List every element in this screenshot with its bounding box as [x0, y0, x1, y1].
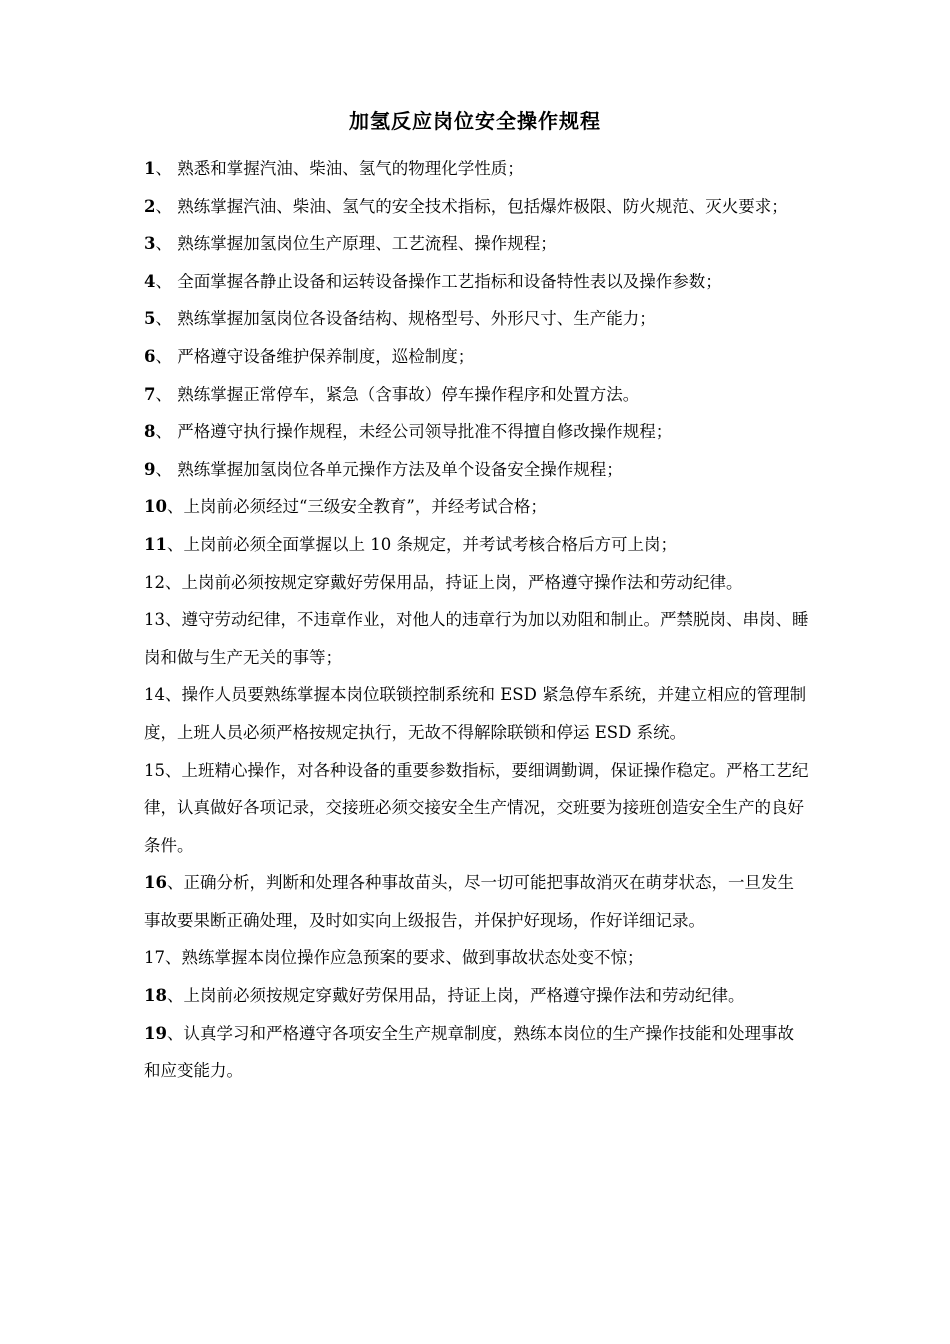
- rule-text: 熟练掌握加氢岗位各单元操作方法及单个设备安全操作规程；: [177, 459, 623, 479]
- rule-item: [144, 676, 810, 751]
- rule-text: 熟练掌握加氢岗位生产原理、工艺流程、操作规程；: [177, 234, 557, 254]
- rule-separator: 、: [155, 159, 178, 178]
- rule-separator: 、: [165, 760, 182, 780]
- rule-number: 15: [144, 760, 165, 780]
- rule-item: [144, 601, 810, 676]
- rule-item: [144, 977, 810, 1015]
- rule-separator: 、: [165, 685, 182, 705]
- rule-text: 全面掌握各静止设备和运转设备操作工艺指标和设备特性表以及操作参数；: [177, 271, 722, 291]
- rule-separator: 、: [166, 873, 184, 893]
- rule-text: 上班精心操作，对各种设备的重要参数指标，要细调勤调，保证操作稳定。严格工艺纪律，认真做好各项记录，交接班必须交接安全生产情况，交班要为接班创造安全生产的良好条件。: [144, 760, 809, 855]
- rule-item: [144, 451, 810, 489]
- rule-separator: 、: [155, 196, 178, 216]
- rule-text: 熟练掌握加氢岗位各设备结构、规格型号、外形尺寸、生产能力；: [177, 309, 656, 329]
- rule-number: 3: [144, 234, 156, 254]
- rule-item: [144, 752, 810, 865]
- rule-number: 4: [144, 271, 156, 291]
- rule-item: [144, 564, 810, 602]
- rule-number: 17: [144, 948, 165, 968]
- rule-separator: 、: [155, 346, 178, 366]
- rule-separator: 、: [165, 610, 182, 630]
- rule-text: 熟练掌握本岗位操作应急预案的要求、做到事故状态处变不惊；: [181, 948, 644, 968]
- rule-separator: 、: [166, 1023, 184, 1043]
- rule-text: 上岗前必须全面掌握以上 10 条规定，并考试考核合格后方可上岗；: [183, 534, 677, 554]
- rule-text: 遵守劳动纪律，不违章作业，对他人的违章行为加以劝阻和制止。严禁脱岗、串岗、睡岗和做与生产无关的事等；: [144, 610, 809, 667]
- rule-item: [144, 488, 810, 526]
- rule-item: [144, 864, 810, 939]
- rule-text: 上岗前必须按规定穿戴好劳保用品，持证上岗，严格遵守操作法和劳动纪律。: [183, 986, 745, 1006]
- rule-item: [144, 263, 810, 301]
- rule-number: 16: [144, 873, 167, 893]
- rule-number: 5: [144, 309, 156, 329]
- rule-text: 熟悉和掌握汽油、柴油、氢气的物理化学性质；: [177, 159, 524, 178]
- rule-separator: 、: [155, 384, 178, 404]
- rule-number: 6: [144, 346, 156, 366]
- rule-item: [144, 188, 810, 226]
- rule-item: [144, 338, 810, 376]
- page-title: 加氢反应岗位安全操作规程: [349, 109, 601, 133]
- rule-separator: 、: [166, 534, 184, 554]
- rule-number: 2: [144, 196, 156, 216]
- rule-item: [144, 300, 810, 338]
- rule-item: [144, 376, 810, 414]
- rule-text: 正确分析，判断和处理各种事故苗头，尽一切可能把事故消灭在萌芽状态，一旦发生事故要果断正确处理，及时如实向上级报告，并保护好现场，作好详细记录。: [144, 873, 794, 930]
- rule-number: 7: [144, 384, 156, 404]
- rule-item: [144, 225, 810, 263]
- rule-text: 熟练掌握正常停车，紧急（含事故）停车操作程序和处置方法。: [177, 384, 640, 404]
- rule-separator: 、: [166, 497, 184, 517]
- rule-separator: 、: [155, 422, 178, 442]
- rule-number: 8: [144, 422, 156, 442]
- rule-number: 19: [144, 1023, 167, 1043]
- rule-number: 9: [144, 459, 156, 479]
- rule-separator: 、: [155, 459, 178, 479]
- rule-text: 认真学习和严格遵守各项安全生产规章制度，熟练本岗位的生产操作技能和处理事故和应变能力。: [144, 1023, 794, 1081]
- rule-text: 严格遵守设备维护保养制度，巡检制度；: [177, 346, 475, 366]
- rule-text: 严格遵守执行操作规程，未经公司领导批准不得擅自修改操作规程；: [177, 422, 673, 442]
- rule-number: 12: [144, 572, 165, 592]
- rule-item: [144, 150, 810, 188]
- rule-number: 18: [144, 986, 167, 1006]
- rule-number: 11: [144, 534, 167, 554]
- rule-separator: 、: [155, 234, 178, 254]
- rule-number: 1: [144, 159, 156, 178]
- rule-number: 14: [144, 685, 165, 705]
- rules-list: [144, 150, 810, 1090]
- rule-item: [144, 526, 810, 564]
- rule-separator: 、: [165, 572, 182, 592]
- rule-item: [144, 413, 810, 451]
- rule-number: 10: [144, 497, 167, 517]
- rule-text: 操作人员要熟练掌握本岗位联锁控制系统和 ESD 紧急停车系统，并建立相应的管理制度，上班人员必须严格按规定执行，无故不得解除联锁和停运 ESD 系统。: [144, 685, 807, 742]
- rule-item: [144, 1015, 810, 1090]
- rule-text: 熟练掌握汽油、柴油、氢气的安全技术指标，包括爆炸极限、防火规范、灭火要求；: [177, 196, 788, 216]
- rule-number: 13: [144, 610, 165, 630]
- rule-separator: 、: [166, 986, 184, 1006]
- rule-separator: 、: [165, 948, 182, 968]
- rule-text: 上岗前必须经过“三级安全教育”，并经考试合格；: [183, 497, 547, 517]
- rule-item: [144, 939, 810, 977]
- rule-text: 上岗前必须按规定穿戴好劳保用品，持证上岗，严格遵守操作法和劳动纪律。: [181, 572, 743, 592]
- rule-separator: 、: [155, 271, 178, 291]
- rule-separator: 、: [155, 309, 178, 329]
